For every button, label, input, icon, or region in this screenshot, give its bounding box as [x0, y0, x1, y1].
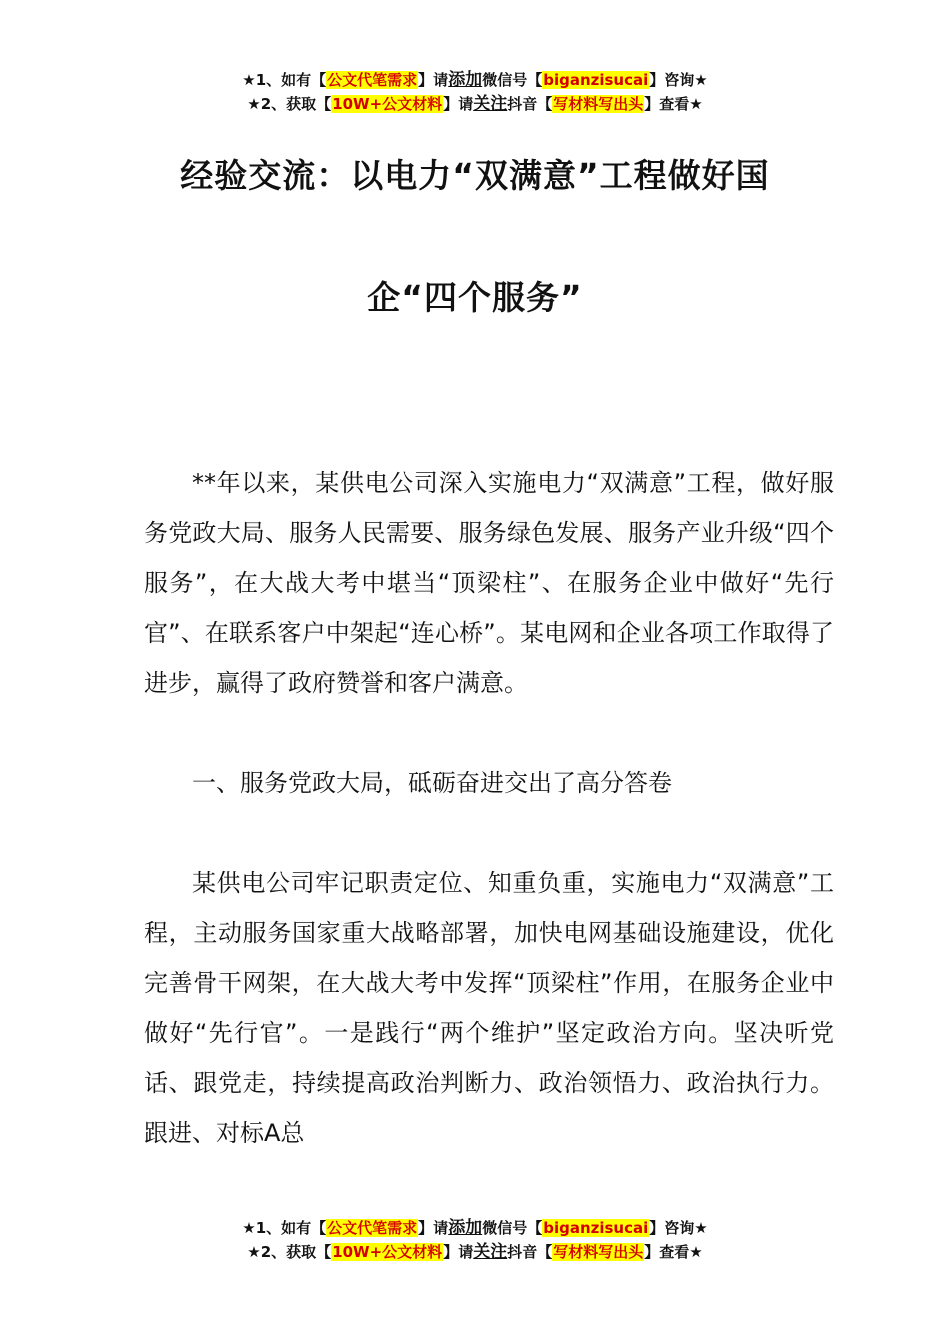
banner-text: ★2、获取【 [247, 95, 332, 113]
banner-highlight-douyin: 写材料写出头 [553, 95, 644, 113]
banner-text: 】请 [418, 1219, 449, 1237]
paragraph-intro: **年以来，某供电公司深入实施电力“双满意”工程，做好服务党政大局、服务人民需要、服务绿色发展、服务产业升级“四个服务”，在大战大考中堪当“顶梁柱”、在服务企业中做好“先行官”、在联系客户中架起“连心桥”。某电网和企业各项工作取得了进步，赢得了政府赞誉和客户满意。 [144, 469, 834, 697]
banner-text: 】咨询★ [649, 1219, 708, 1237]
banner-line-2 [0, 92, 950, 116]
banner-text: ★2、获取【 [247, 1243, 332, 1261]
banner-highlight-wechat: biganzisucai [543, 71, 649, 89]
banner-text: 】查看★ [644, 1243, 703, 1261]
top-banner [0, 68, 950, 116]
banner-emphasis: 添加 [448, 70, 483, 90]
document-title-line-2: 企“四个服务” [367, 278, 583, 317]
banner-text: 抖音【 [507, 1243, 553, 1261]
banner-line-1 [0, 1216, 950, 1240]
banner-highlight-wechat: biganzisucai [543, 1219, 649, 1237]
banner-line-1 [0, 68, 950, 92]
banner-text: 微信号【 [482, 1219, 543, 1237]
document-body [144, 458, 834, 1158]
banner-text: ★1、如有【 [242, 1219, 327, 1237]
banner-emphasis: 关注 [473, 1242, 508, 1262]
banner-text: 】请 [443, 1243, 474, 1261]
banner-highlight-service: 公文代笔需求 [327, 71, 418, 89]
banner-text: 】请 [443, 95, 474, 113]
banner-text: 抖音【 [507, 95, 553, 113]
banner-text: 】查看★ [644, 95, 703, 113]
banner-highlight-service: 公文代笔需求 [327, 1219, 418, 1237]
banner-highlight-materials: 10W+公文材料 [332, 95, 443, 113]
paragraph-section-1: 某供电公司牢记职责定位、知重负重，实施电力“双满意”工程，主动服务国家重大战略部署，加快电网基础设施建设，优化完善骨干网架，在大战大考中发挥“顶梁柱”作用，在服务企业中做好“先行官”。一是践行“两个维护”坚定政治方向。坚决听党话、跟党走，持续提高政治判断力、政治领悟力、政治执行力。跟进、对标A总 [144, 869, 834, 1147]
bottom-banner [0, 1216, 950, 1264]
banner-emphasis: 关注 [473, 94, 508, 114]
banner-text: 】咨询★ [649, 71, 708, 89]
banner-text: 微信号【 [482, 71, 543, 89]
banner-text: 】请 [418, 71, 449, 89]
banner-line-2 [0, 1240, 950, 1264]
section-heading-1: 一、服务党政大局，砥砺奋进交出了高分答卷 [192, 769, 672, 797]
banner-highlight-douyin: 写材料写出头 [553, 1243, 644, 1261]
banner-emphasis: 添加 [448, 1218, 483, 1238]
banner-text: ★1、如有【 [242, 71, 327, 89]
banner-highlight-materials: 10W+公文材料 [332, 1243, 443, 1261]
document-title-line-1: 经验交流：以电力“双满意”工程做好国 [180, 156, 770, 195]
